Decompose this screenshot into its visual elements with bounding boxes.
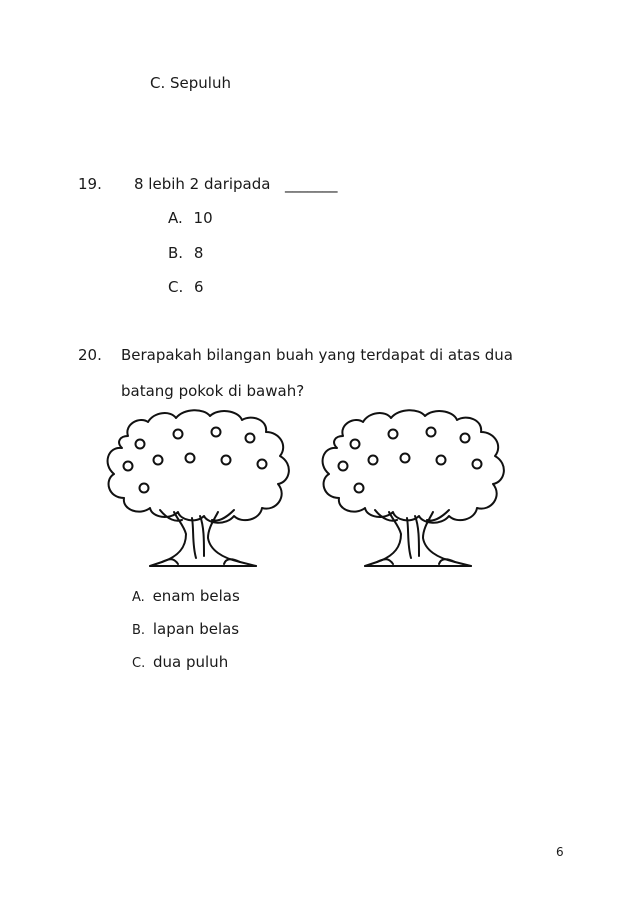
q19-option-b-letter: B. <box>168 244 184 262</box>
question-20-line2: batang pokok di bawah? <box>121 382 305 400</box>
q19-option-a <box>168 211 213 226</box>
q19-option-c-letter: C. <box>168 278 184 296</box>
q20-option-c-text: dua puluh <box>153 653 229 671</box>
page-number: 6 <box>556 845 564 859</box>
q19-option-c <box>168 280 204 295</box>
q20-option-b-text: lapan belas <box>152 620 240 638</box>
fruit-tree-right <box>315 408 515 574</box>
q20-option-c-letter: C. <box>132 656 146 671</box>
q20-option-a <box>132 589 240 604</box>
q20-option-a-letter: A. <box>132 590 145 605</box>
question-19-number: 19. <box>78 175 102 193</box>
q20-option-b <box>132 622 239 637</box>
prev-option-c: C. Sepuluh <box>150 74 231 92</box>
q20-option-c <box>132 655 228 670</box>
question-20-line1: Berapakah bilangan buah yang terdapat di atas dua <box>121 346 513 364</box>
fruit-tree-left <box>100 408 300 574</box>
question-19-text: 8 lebih 2 daripada <box>134 175 271 193</box>
q19-option-b <box>168 246 203 261</box>
q19-option-c-text: 6 <box>194 278 204 296</box>
q19-option-a-letter: A. <box>168 209 183 227</box>
q20-option-a-text: enam belas <box>152 587 240 605</box>
q20-option-b-letter: B. <box>132 623 146 638</box>
q19-option-b-text: 8 <box>193 244 204 262</box>
question-19-blank: _______ <box>285 175 338 193</box>
trees-illustration <box>100 408 540 578</box>
q19-option-a-text: 10 <box>193 209 213 227</box>
question-20-number: 20. <box>78 346 102 364</box>
